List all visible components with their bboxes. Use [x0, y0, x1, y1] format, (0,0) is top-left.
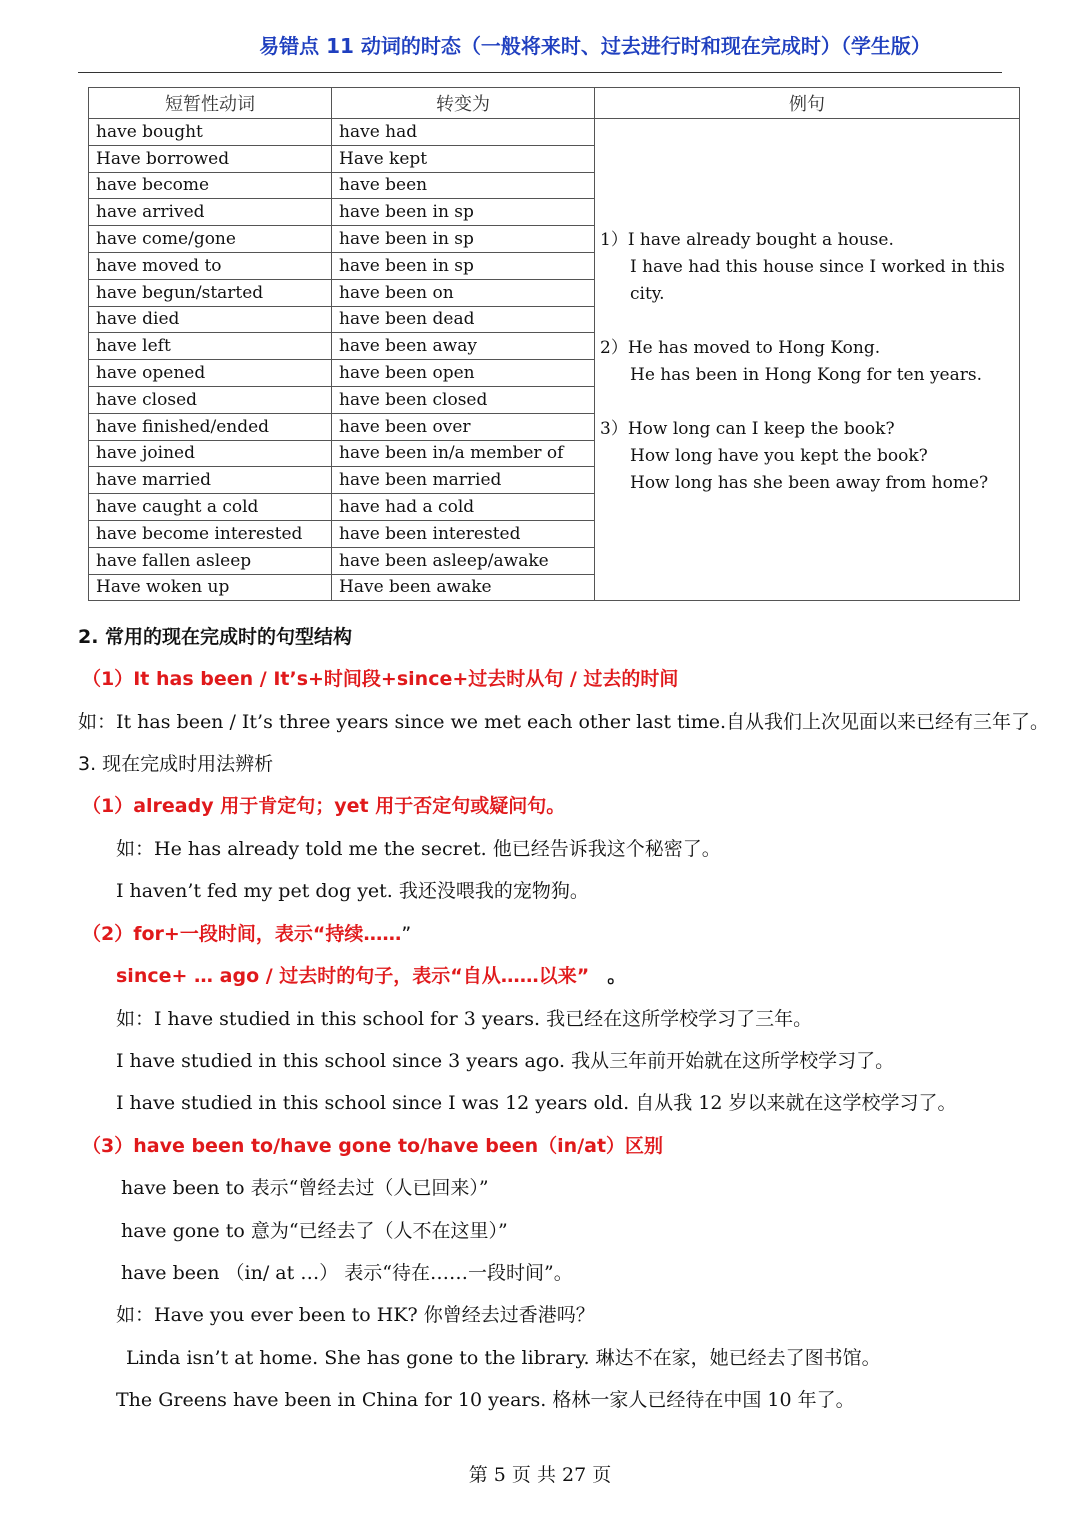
continuous-verb-cell: have been in sp: [332, 226, 595, 253]
rule-3-definition-2: have gone to 意为“已经去了（人不在这里）”: [121, 1220, 508, 1242]
rule-3-example-1: 如：Have you ever been to HK? 你曾经去过香港吗？: [116, 1304, 595, 1326]
continuous-verb-cell: have had: [332, 119, 595, 146]
rule-3-definition-1: have been to 表示“曾经去过（人已回来）”: [121, 1177, 489, 1199]
header-becomes: 转变为: [332, 88, 595, 119]
example-line: How long have you kept the book?: [630, 446, 928, 466]
example-group-3: [600, 416, 1019, 497]
rule-1-example-2: I haven’t fed my pet dog yet. 我还没喂我的宠物狗。: [116, 880, 589, 902]
example-line: I have had this house since I worked in this city.: [630, 257, 1005, 304]
table-header-row: [89, 88, 1020, 119]
example-cell: [595, 119, 1020, 601]
short-verb-cell: have finished/ended: [89, 413, 332, 440]
rule-2-for-closing-quote: ”: [401, 923, 412, 945]
continuous-verb-cell: have been closed: [332, 386, 595, 413]
rule-2-example-1: 如：I have studied in this school for 3 years. 我已经在这所学校学习了三年。: [116, 1008, 813, 1030]
rule-2-example-3: I have studied in this school since I was 12 years old. 自从我 12 岁以来就在这学校学习了。: [116, 1092, 957, 1114]
section-2-heading: 2. 常用的现在完成时的句型结构: [78, 626, 353, 648]
rule-2-for-text: （2）for+一段时间，表示“持续……: [82, 923, 402, 945]
rule-1-example-1: 如：He has already told me the secret. 他已经告诉我这个秘密了。: [116, 838, 721, 860]
rule-3-example-2: Linda isn’t at home. She has gone to the library. 琳达不在家，她已经去了图书馆。: [126, 1347, 881, 1369]
continuous-verb-cell: Have kept: [332, 145, 595, 172]
example-line: How long has she been away from home?: [630, 473, 989, 493]
page-header: [78, 30, 1002, 73]
section-2-rule: （1）It has been / It’s+时间段+since+过去时从句 / 过去的时间: [82, 668, 679, 690]
example-line: He has been in Hong Kong for ten years.: [630, 365, 983, 385]
short-verb-cell: have joined: [89, 440, 332, 467]
continuous-verb-cell: have been on: [332, 279, 595, 306]
header-short-verbs: 短暂性动词: [89, 88, 332, 119]
short-verb-cell: have married: [89, 467, 332, 494]
short-verb-cell: have moved to: [89, 252, 332, 279]
continuous-verb-cell: have had a cold: [332, 494, 595, 521]
continuous-verb-cell: have been: [332, 172, 595, 199]
continuous-verb-cell: have been open: [332, 360, 595, 387]
short-verb-cell: have come/gone: [89, 226, 332, 253]
document-title: 易错点 11 动词的时态（一般将来时、过去进行时和现在完成时）（学生版）: [259, 34, 931, 58]
continuous-verb-cell: have been married: [332, 467, 595, 494]
continuous-verb-cell: Have been awake: [332, 574, 595, 601]
section-3-heading: 3. 现在完成时用法辨析: [78, 753, 274, 775]
example-group-2: [600, 335, 1019, 389]
short-verb-cell: have opened: [89, 360, 332, 387]
continuous-verb-cell: have been in sp: [332, 252, 595, 279]
header-example: 例句: [595, 88, 1020, 119]
rule-3-definition-3: have been （in/ at …） 表示“待在……一段时间”。: [121, 1262, 573, 1284]
rule-2-since: [116, 963, 626, 989]
continuous-verb-cell: have been in sp: [332, 199, 595, 226]
rule-1-already-yet: （1）already 用于肯定句；yet 用于否定句或疑问句。: [82, 795, 566, 817]
rule-3-example-3: The Greens have been in China for 10 years. 格林一家人已经待在中国 10 年了。: [116, 1389, 855, 1411]
section-2-example: 如：It has been / It’s three years since we met each other last time.自从我们上次见面以来已经有三年了。: [78, 711, 1050, 733]
example-line: 3）How long can I keep the book?: [600, 419, 895, 439]
short-verb-cell: have become: [89, 172, 332, 199]
rule-2-example-2: I have studied in this school since 3 years ago. 我从三年前开始就在这所学校学习了。: [116, 1050, 895, 1072]
continuous-verb-cell: have been over: [332, 413, 595, 440]
example-line: 1）I have already bought a house.: [600, 230, 894, 250]
short-verb-cell: have begun/started: [89, 279, 332, 306]
example-line: 2）He has moved to Hong Kong.: [600, 338, 881, 358]
rule-2-for: [82, 921, 411, 947]
page-number: 第 5 页 共 27 页: [468, 1464, 612, 1486]
continuous-verb-cell: have been in/a member of: [332, 440, 595, 467]
continuous-verb-cell: have been asleep/awake: [332, 547, 595, 574]
verb-transformation-table: [88, 87, 1020, 601]
short-verb-cell: Have woken up: [89, 574, 332, 601]
short-verb-cell: have fallen asleep: [89, 547, 332, 574]
continuous-verb-cell: have been interested: [332, 520, 595, 547]
short-verb-cell: have died: [89, 306, 332, 333]
short-verb-cell: have arrived: [89, 199, 332, 226]
rule-2-since-text: since+ … ago / 过去时的句子，表示“自从……以来”: [116, 965, 590, 987]
continuous-verb-cell: have been away: [332, 333, 595, 360]
short-verb-cell: Have borrowed: [89, 145, 332, 172]
short-verb-cell: have closed: [89, 386, 332, 413]
short-verb-cell: have become interested: [89, 520, 332, 547]
rule-3-been-gone: （3）have been to/have gone to/have been（in/at）区别: [82, 1135, 664, 1157]
rule-2-since-period: 。: [607, 965, 627, 987]
short-verb-cell: have caught a cold: [89, 494, 332, 521]
example-group-1: [600, 227, 1019, 308]
short-verb-cell: have left: [89, 333, 332, 360]
continuous-verb-cell: have been dead: [332, 306, 595, 333]
table-row: [89, 119, 1020, 146]
short-verb-cell: have bought: [89, 119, 332, 146]
